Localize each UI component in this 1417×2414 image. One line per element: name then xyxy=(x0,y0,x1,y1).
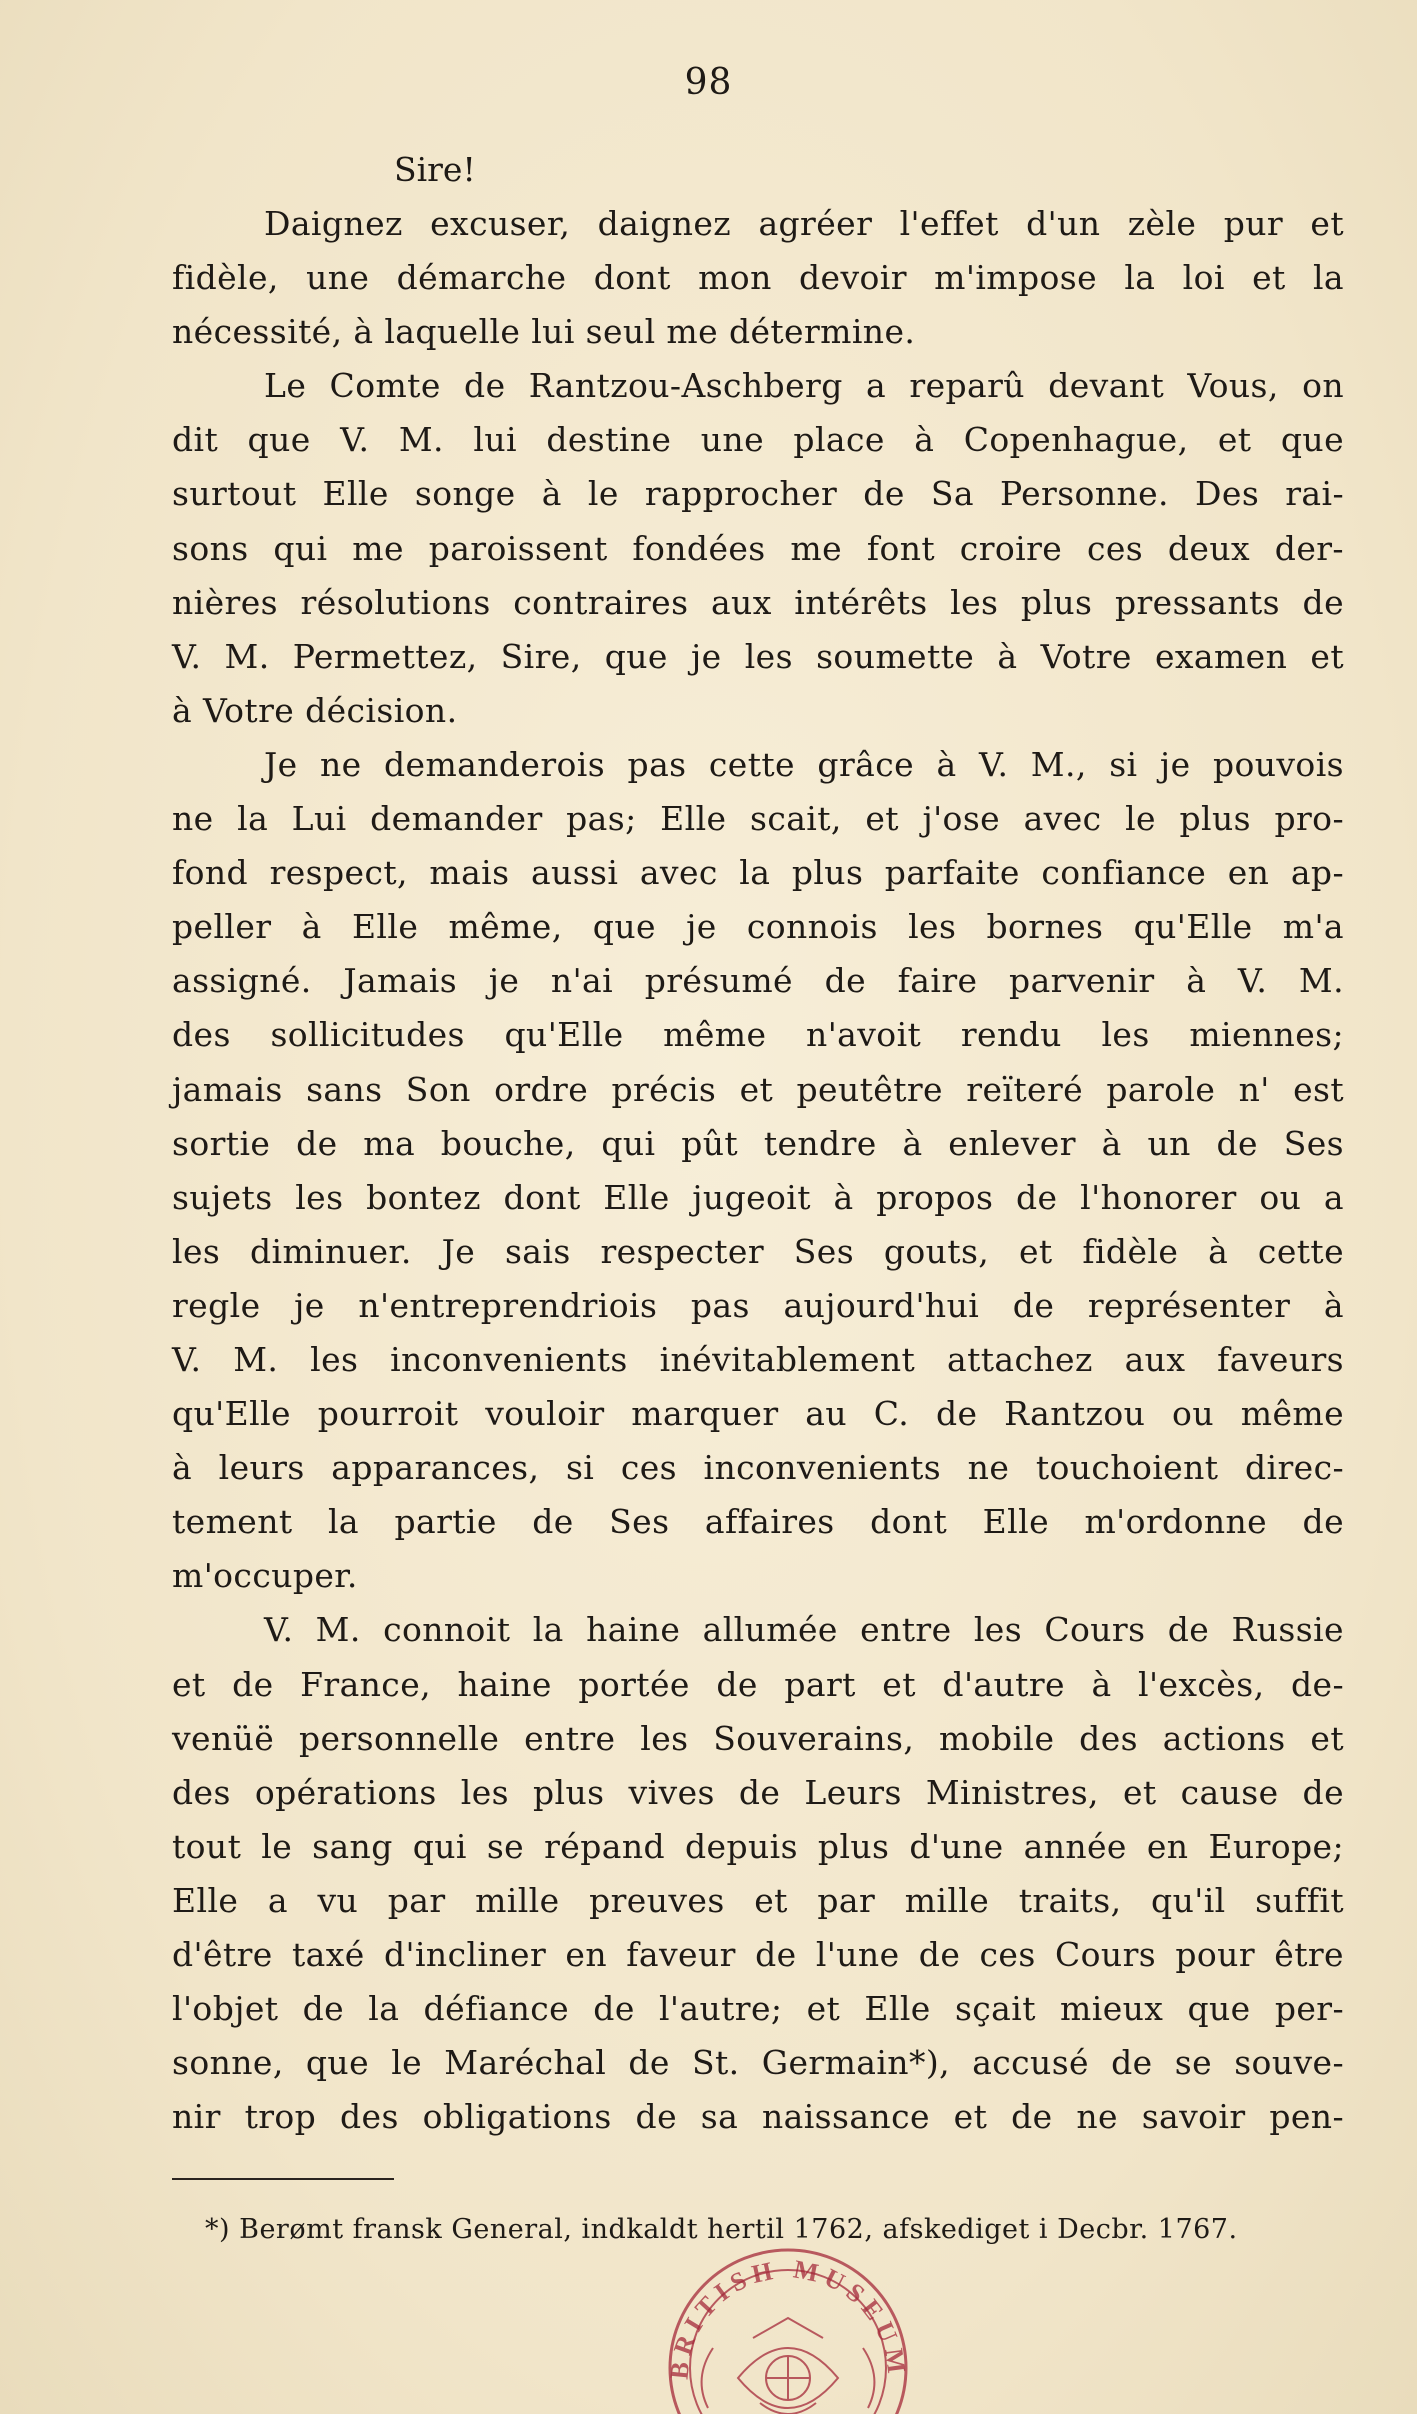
paragraph-1 xyxy=(172,197,1344,359)
stamp-text: BRITISH MUSEUM xyxy=(664,2254,912,2381)
footnote-rule xyxy=(172,2178,394,2180)
text-line: qu'Elle pourroit vouloir marquer au C. de Rantzou ou même xyxy=(172,1394,1344,1434)
text-line: regle je n'entreprendriois pas aujourd'hui de représenter à xyxy=(172,1285,1344,1325)
text-line: nières résolutions contraires aux intérêts les plus pressants de xyxy=(172,582,1344,622)
text-line: à leurs apparances, si ces inconvenients ne touchoient direc- xyxy=(172,1448,1344,1488)
text-line: V. M. Permettez, Sire, que je les soumette à Votre examen et xyxy=(172,636,1344,676)
paragraph-4 xyxy=(172,1603,1344,2144)
text-line: V. M. connoit la haine allumée entre les Cours de Russie xyxy=(264,1610,1344,1650)
text-line: d'être taxé d'incliner en faveur de l'une de ces Cours pour être xyxy=(172,1935,1344,1974)
text-line: sonne, que le Maréchal de St. Germain*), accusé de se souve- xyxy=(172,2043,1344,2083)
page-number: 98 xyxy=(684,62,733,103)
text-line: sons qui me paroissent fondées me font croire ces deux der- xyxy=(172,528,1344,568)
text-line: l'objet de la défiance de l'autre; et Elle sçait mieux que per- xyxy=(172,1989,1344,2029)
text-line: ne la Lui demander pas; Elle scait, et j'ose avec le plus pro- xyxy=(172,799,1344,839)
library-stamp xyxy=(648,2228,938,2414)
text-line: fond respect, mais aussi avec la plus parfaite confiance en ap- xyxy=(172,853,1344,893)
text-line: nir trop des obligations de sa naissance et de ne savoir pen- xyxy=(172,2097,1344,2137)
text-line: Je ne demanderois pas cette grâce à V. M., si je pouvois xyxy=(264,744,1344,784)
text-line: des sollicitudes qu'Elle même n'avoit rendu les miennes; xyxy=(172,1015,1344,1055)
text-line: dit que V. M. lui destine une place à Copenhague, et que xyxy=(172,420,1344,460)
text-line: nécessité, à laquelle lui seul me détermine. xyxy=(172,312,916,352)
text-line: tement la partie de Ses affaires dont Elle m'ordonne de xyxy=(172,1502,1344,1542)
letter-body xyxy=(172,143,1344,2144)
text-line: sujets les bontez dont Elle jugeoit à propos de l'honorer ou a xyxy=(172,1177,1344,1217)
text-line: tout le sang qui se répand depuis plus d'une année en Europe; xyxy=(172,1826,1344,1866)
text-line: Daignez excuser, daignez agréer l'effet d'un zèle pur et xyxy=(264,204,1344,243)
text-line: V. M. les inconvenients inévitablement attachez aux faveurs xyxy=(172,1339,1344,1379)
text-line: des opérations les plus vives de Leurs Ministres, et cause de xyxy=(172,1772,1344,1812)
text-line: sortie de ma bouche, qui pût tendre à enlever à un de Ses xyxy=(172,1123,1344,1163)
text-line: assigné. Jamais je n'ai présumé de faire parvenir à V. M. xyxy=(172,961,1344,1001)
text-line: jamais sans Son ordre précis et peutêtre reïteré parole n' est xyxy=(172,1069,1344,1109)
text-line: Le Comte de Rantzou-Aschberg a reparû devant Vous, on xyxy=(264,366,1344,406)
stamp-seal-icon xyxy=(648,2228,938,2414)
text-line: Elle a vu par mille preuves et par mille traits, qu'il suffit xyxy=(172,1880,1344,1920)
salutation: Sire! xyxy=(394,150,476,189)
paragraph-3 xyxy=(172,738,1344,1604)
footnote: *) Berømt fransk General, indkaldt hertil 1762, afskediget i Decbr. 1767. xyxy=(205,2214,1238,2245)
text-line: à Votre décision. xyxy=(172,690,458,730)
text-line: m'occuper. xyxy=(172,1556,358,1596)
text-line: surtout Elle songe à le rapprocher de Sa Personne. Des rai- xyxy=(172,474,1344,514)
paragraph-2 xyxy=(172,359,1344,738)
text-line: venüë personnelle entre les Souverains, mobile des actions et xyxy=(172,1718,1344,1758)
text-line: les diminuer. Je sais respecter Ses gouts, et fidèle à cette xyxy=(172,1231,1344,1271)
text-line: et de France, haine portée de part et d'autre à l'excès, de- xyxy=(172,1664,1344,1704)
text-line: fidèle, une démarche dont mon devoir m'impose la loi et la xyxy=(172,258,1344,298)
text-line: peller à Elle même, que je connois les bornes qu'Elle m'a xyxy=(172,907,1344,947)
